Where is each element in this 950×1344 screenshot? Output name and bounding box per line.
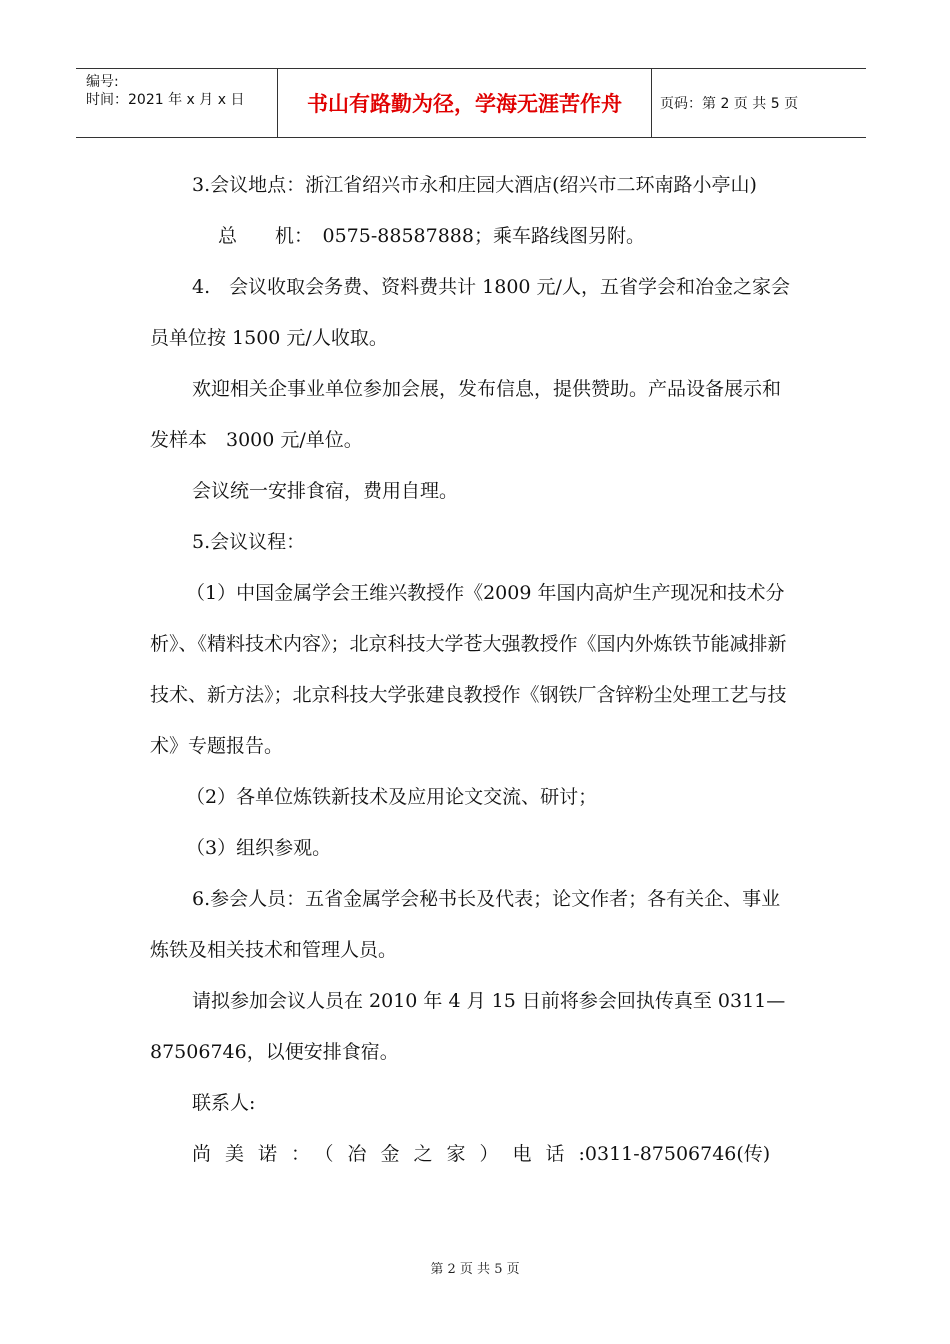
agenda-item-1: （1）中国金属学会王维兴教授作《2009 年国内高炉生产现况和技术分析》、《精料技术内容》；北京科技大学苍大强教授作《国内外炼铁节能减排新技术、新方法》；北京科技大学张建良教授作《钢铁厂含锌粉尘处理工艺与技术》专题报告。 bbox=[150, 582, 787, 757]
paragraph-fees: 4. 会议收取会务费、资料费共计 1800 元/人，五省学会和冶金之家会员单位按 1500 元/人收取。 bbox=[150, 276, 790, 349]
paragraph-lodging: 会议统一安排食宿，费用自理。 bbox=[192, 480, 459, 502]
paragraph-contact-heading: 联系人: bbox=[192, 1092, 256, 1114]
paragraph-agenda-heading: 5.会议议程： bbox=[192, 531, 306, 553]
page-footer: 第 2 页 共 5 页 bbox=[430, 1262, 520, 1277]
paragraph-exhibit: 欢迎相关企事业单位参加会展，发布信息，提供赞助。产品设备展示和发样本 3000 元/单位。 bbox=[150, 378, 782, 451]
paragraph-venue: 3.会议地点：浙江省绍兴市永和庄园大酒店(绍兴市二环南路小亭山) bbox=[192, 174, 757, 196]
paragraph-registration: 请拟参加会议人员在 2010 年 4 月 15 日前将参会回执传真至 0311—87506746，以便安排食宿。 bbox=[150, 990, 786, 1063]
header-page-number: 页码：第 2 页 共 5 页 bbox=[660, 96, 799, 112]
document-date: 时间：2021 年 x 月 x 日 bbox=[86, 92, 245, 108]
paragraph-phone: 总 机： 0575-88587888；乘车路线图另附。 bbox=[218, 225, 645, 247]
paragraph-attendees: 6.参会人员：五省金属学会秘书长及代表；论文作者；各有关企、事业炼铁及相关技术和管理人员。 bbox=[150, 888, 781, 961]
page-header bbox=[76, 68, 866, 138]
header-meta bbox=[76, 69, 278, 137]
contact-phone: :0311-87506746(传) bbox=[578, 1143, 771, 1165]
agenda-item-3: （3）组织参观。 bbox=[186, 837, 332, 859]
document-number: 编号: bbox=[86, 74, 119, 90]
agenda-item-2: （2）各单位炼铁新技术及应用论文交流、研讨； bbox=[186, 786, 598, 808]
header-motto: 书山有路勤为径，学海无涯苦作舟 bbox=[278, 69, 652, 137]
paragraph-contact-person bbox=[150, 1129, 795, 1180]
contact-name: 尚美诺：（冶金之家）电话 bbox=[192, 1143, 579, 1165]
document-body bbox=[150, 160, 795, 1180]
